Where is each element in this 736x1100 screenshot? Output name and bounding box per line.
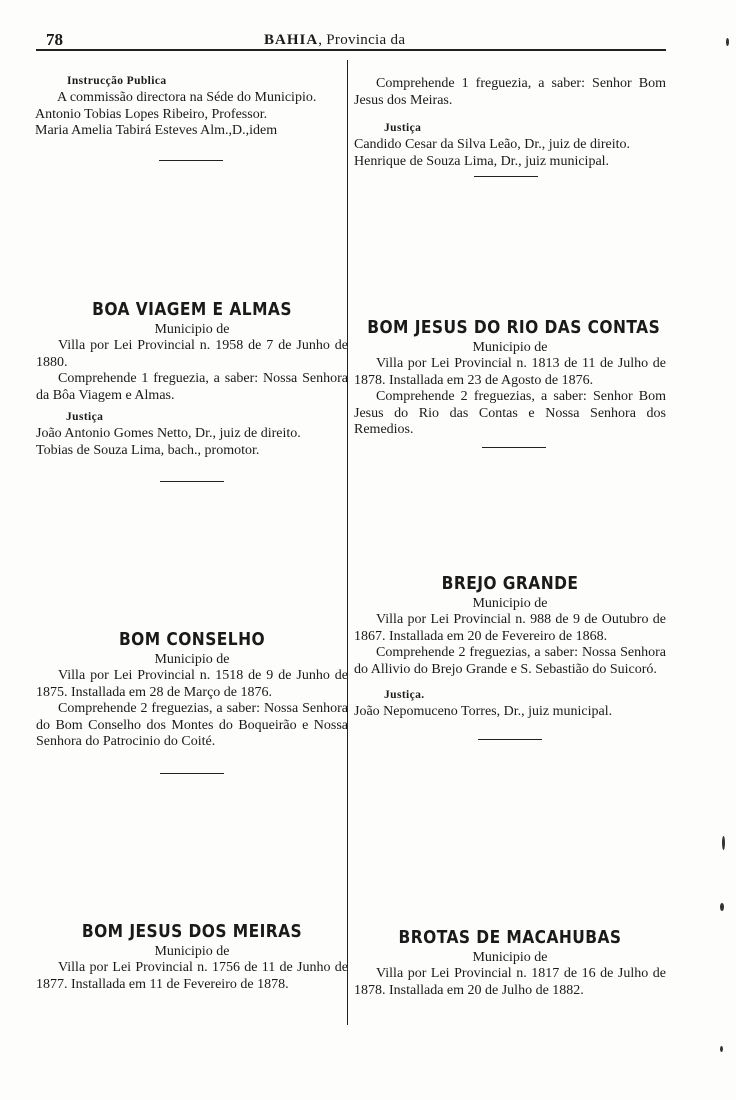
municipality-title: BROTAS DE MACAHUBAS bbox=[398, 927, 622, 948]
separator bbox=[482, 447, 546, 448]
villa-text: Villa por Lei Provincial n. 1813 de 11 de Julho de 1878. Installada em 23 de Agosto de 1876. bbox=[354, 356, 666, 388]
section-meiras-continued bbox=[354, 76, 666, 177]
municipio-label: Municipio de bbox=[472, 340, 548, 355]
print-speck bbox=[720, 903, 724, 911]
justica-heading: Justiça. bbox=[384, 689, 425, 701]
municipality-title: BOM JESUS DOS MEIRAS bbox=[81, 921, 303, 942]
municipio-label: Municipio de bbox=[154, 652, 230, 667]
justica-person: Henrique de Souza Lima, Dr., juiz municipal. bbox=[354, 153, 610, 169]
section-boa-viagem bbox=[36, 298, 348, 482]
justica-heading: Justiça bbox=[384, 122, 422, 134]
villa-text: Villa por Lei Provincial n. 1518 de 9 de Junho de 1875. Installada em 28 de Março de 1876. bbox=[36, 668, 348, 700]
villa-text: Villa por Lei Provincial n. 1756 de 11 de Junho de 1877. Installada em 11 de Fevereiro de 1878. bbox=[36, 960, 348, 992]
running-title-province: , Provincia da bbox=[318, 32, 406, 48]
municipio-label: Municipio de bbox=[472, 950, 548, 965]
justica-person: João Antonio Gomes Netto, Dr., juiz de direito. bbox=[36, 426, 301, 441]
column-rule bbox=[347, 60, 348, 1025]
instrucao-line: Antonio Tobias Lopes Ribeiro, Professor. bbox=[35, 106, 268, 122]
instrucao-line: A commissão directora na Séde do Municipio. bbox=[57, 90, 317, 105]
separator bbox=[159, 160, 223, 161]
justica-person: Tobias de Souza Lima, bach., promotor. bbox=[36, 442, 260, 458]
justica-person: Candido Cesar da Silva Leão, Dr., juiz de direito. bbox=[354, 137, 631, 152]
municipality-title: BREJO GRANDE bbox=[441, 573, 579, 594]
municipality-title: BOM JESUS DO RIO DAS CONTAS bbox=[367, 317, 661, 338]
section-bom-jesus-dos-meiras bbox=[36, 920, 348, 993]
villa-text: Villa por Lei Provincial n. 1958 de 7 de Junho de 1880. bbox=[36, 338, 348, 370]
section-bom-jesus-rio-das-contas bbox=[354, 316, 666, 448]
comprehende-text: Comprehende 2 freguezias, a saber: Senhor Bom Jesus do Rio das Contas e Nossa Senhora dos Remedios. bbox=[354, 389, 666, 437]
print-speck bbox=[720, 1046, 723, 1052]
separator bbox=[160, 481, 224, 482]
print-speck bbox=[722, 836, 725, 850]
comprehende-text: Comprehende 2 freguezias, a saber: Nossa Senhora do Allivio do Brejo Grande e S. Sebastião do Suicoró. bbox=[354, 645, 666, 677]
municipio-label: Municipio de bbox=[472, 596, 548, 611]
comprehende-text: Comprehende 2 freguezias, a saber: Nossa Senhora do Bom Conselho dos Montes do Boqueirão e Nossa Senhora do Patrocinio do Coité. bbox=[36, 701, 348, 749]
print-speck bbox=[726, 38, 729, 46]
municipality-title: BOA VIAGEM E ALMAS bbox=[92, 299, 292, 320]
municipality-title: BOM CONSELHO bbox=[118, 629, 266, 650]
section-bom-conselho bbox=[36, 628, 348, 774]
running-title-place: BAHIA bbox=[264, 32, 319, 48]
separator bbox=[160, 773, 224, 774]
justica-person: João Nepomuceno Torres, Dr., juiz municipal. bbox=[354, 704, 613, 719]
running-title bbox=[264, 32, 405, 49]
villa-text: Villa por Lei Provincial n. 1817 de 16 de Julho de 1878. Installada em 20 de Julho de 1882. bbox=[354, 966, 666, 998]
villa-text: Villa por Lei Provincial n. 988 de 9 de Outubro de 1867. Installada em 20 de Fevereiro de 1868. bbox=[354, 612, 666, 644]
page-number: 78 bbox=[46, 30, 63, 49]
header-rule bbox=[36, 49, 666, 51]
instrucao-line: Maria Amelia Tabirá Esteves Alm.,D.,idem bbox=[35, 123, 278, 138]
justica-heading: Justiça bbox=[66, 411, 104, 423]
section-brotas-de-macahubas bbox=[354, 926, 666, 999]
municipio-label: Municipio de bbox=[154, 944, 230, 959]
comprehende-text: Comprehende 1 freguezia, a saber: Nossa Senhora da Bôa Viagem e Almas. bbox=[36, 371, 348, 403]
municipio-label: Municipio de bbox=[154, 322, 230, 337]
instrucao-heading: Instrucção Publica bbox=[67, 75, 167, 87]
section-instrucao-publica bbox=[35, 72, 347, 161]
section-brejo-grande bbox=[354, 572, 666, 740]
separator bbox=[474, 176, 538, 177]
separator bbox=[478, 739, 542, 740]
comprehende-text: Comprehende 1 freguezia, a saber: Senhor Bom Jesus dos Meiras. bbox=[354, 76, 666, 108]
